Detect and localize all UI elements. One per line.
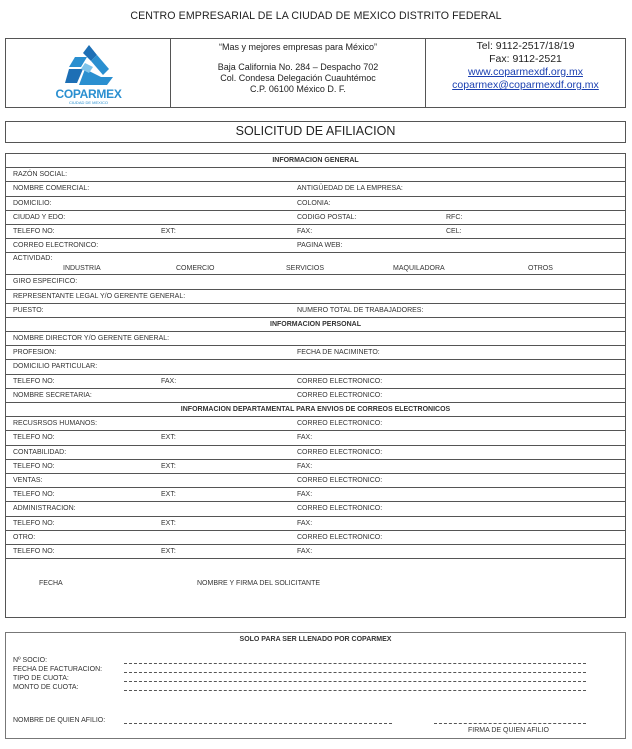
field-label[interactable]: DOMICILIO PARTICULAR: (13, 363, 98, 371)
field-label[interactable]: TELEFO NO: (13, 462, 55, 470)
form-row (6, 168, 625, 182)
tipo-cuota-input-line[interactable] (124, 681, 586, 682)
affiliator-label: NOMBRE DE QUIEN AFILIO: (13, 717, 106, 724)
logo-subtitle: CIUDAD DE MEXICO (69, 100, 108, 105)
form-row (6, 431, 625, 445)
form-row (6, 225, 625, 239)
document-title: CENTRO EMPRESARIAL DE LA CIUDAD DE MEXICO DISTRITO FEDERAL (130, 10, 502, 22)
section-header (6, 154, 625, 168)
field-label[interactable]: ANTIGÜEDAD DE LA EMPRESA: (297, 185, 403, 193)
coparmex-logo-icon (63, 43, 115, 87)
form-row (6, 346, 625, 360)
date-label: FECHA (39, 580, 63, 588)
field-label[interactable]: RAZÓN SOCIAL: (13, 171, 68, 179)
monto-cuota-input-line[interactable] (124, 690, 586, 691)
field-label[interactable]: VENTAS: (13, 476, 43, 484)
field-label: TIPO DE CUOTA: (13, 675, 69, 682)
field-label: ACTIVIDAD: (13, 255, 53, 263)
form-row (6, 517, 625, 531)
field-label[interactable]: FAX: (297, 462, 313, 470)
field-label[interactable]: FAX: (297, 227, 313, 235)
form-row (6, 375, 625, 389)
logo-cell (6, 39, 171, 107)
email-link[interactable]: coparmex@coparmexdf.org.mx (452, 79, 599, 91)
phone: Tel: 9112-2517/18/19 (476, 40, 575, 52)
field-label: MONTO DE CUOTA: (13, 684, 79, 691)
field-label[interactable]: TELEFO NO: (13, 491, 55, 499)
section-header (6, 403, 625, 417)
field-label[interactable]: PAGINA WEB: (297, 242, 343, 250)
fecha-facturacion-input-line[interactable] (124, 672, 586, 673)
form-row (6, 290, 625, 304)
field-label[interactable]: EXT: (161, 519, 176, 527)
field-label[interactable]: TELEFO NO: (13, 434, 55, 442)
contact-cell (426, 39, 625, 107)
field-label[interactable]: CONTABILIDAD: (13, 448, 67, 456)
field-label[interactable]: COLONIA: (297, 199, 331, 207)
field-label: Nº SOCIO: (13, 657, 48, 664)
field-label[interactable]: TELEFO NO: (13, 519, 55, 527)
field-label[interactable]: CORREO ELECTRONICO: (297, 391, 383, 399)
field-label[interactable]: OTRO: (13, 533, 36, 541)
field-label[interactable]: EXT: (161, 434, 176, 442)
field-label: FECHA DE FACTURACION: (13, 666, 103, 673)
field-label[interactable]: FAX: (297, 519, 313, 527)
field-label[interactable]: CORREO ELECTRONICO: (297, 505, 383, 513)
address-line: C.P. 06100 México D. F. (250, 84, 346, 94)
field-label[interactable]: NOMBRE DIRECTOR Y/O GERENTE GENERAL: (13, 335, 170, 343)
form-row (6, 446, 625, 460)
field-label[interactable]: EXT: (161, 227, 176, 235)
field-label[interactable]: DOMICILIO: (13, 199, 52, 207)
field-label[interactable]: FAX: (297, 434, 313, 442)
field-label[interactable]: CORREO ELECTRONICO: (297, 420, 383, 428)
field-label[interactable]: REPRESENTANTE LEGAL Y/O GERENTE GENERAL: (13, 292, 186, 300)
field-label[interactable]: CIUDAD Y EDO: (13, 213, 66, 221)
form-row (6, 531, 625, 545)
socio-input-line[interactable] (124, 663, 586, 664)
field-label[interactable]: PROFESION: (13, 349, 57, 357)
slogan: “Mas y mejores empresas para México” (218, 42, 378, 52)
address-cell (171, 39, 426, 107)
form-row (6, 360, 625, 374)
field-label[interactable]: NOMBRE COMERCIAL: (13, 185, 90, 193)
field-label[interactable]: EXT: (161, 491, 176, 499)
field-label[interactable]: CORREO ELECTRONICO: (297, 476, 383, 484)
field-label[interactable]: FAX: (297, 547, 313, 555)
logo-wordmark: COPARMEX (55, 87, 122, 101)
form-row (6, 239, 625, 253)
affiliator-input-line[interactable] (124, 723, 392, 724)
form-row (6, 417, 625, 431)
field-label[interactable]: NUMERO TOTAL DE TRABAJADORES: (297, 306, 424, 314)
activity-option[interactable]: SERVICIOS (286, 265, 324, 273)
activity-option[interactable]: COMERCIO (176, 265, 215, 273)
activity-option[interactable]: INDUSTRIA (63, 265, 101, 273)
address-line: Col. Condesa Delegación Cuauhtémoc (220, 73, 376, 83)
field-label[interactable]: FAX: (161, 377, 177, 385)
field-label[interactable]: CORREO ELECTRONICO: (297, 448, 383, 456)
form-row (6, 182, 625, 196)
address-line: Baja California No. 284 – Despacho 702 (217, 62, 379, 72)
field-label[interactable]: FECHA DE NACIMINETO: (297, 349, 380, 357)
form-row (6, 474, 625, 488)
affiliator-signature-line[interactable] (434, 723, 586, 724)
form-row (6, 332, 625, 346)
website-link[interactable]: www.coparmexdf.org.mx (468, 66, 583, 78)
field-label[interactable]: PUESTO: (13, 306, 44, 314)
activity-option[interactable]: MAQUILADORA (393, 265, 445, 273)
form-row (6, 275, 625, 289)
field-label[interactable]: RECUSRSOS HUMANOS: (13, 420, 98, 428)
field-label[interactable]: CORREO ELECTRONICO: (297, 377, 383, 385)
applicant-signature-label: NOMBRE Y FIRMA DEL SOLICITANTE (197, 580, 321, 588)
letterhead (5, 38, 626, 108)
field-label[interactable]: CODIGO POSTAL: (297, 213, 357, 221)
activity-row (6, 253, 625, 275)
field-label[interactable]: NOMBRE SECRETARIA: (13, 391, 92, 399)
form-row (6, 304, 625, 318)
form-row (6, 545, 625, 559)
field-label[interactable]: TELEFO NO: (13, 227, 55, 235)
section-title: INFORMACION DEPARTAMENTAL PARA ENVIOS DE CORREOS ELECTRONICOS (180, 406, 451, 413)
form-row (6, 389, 625, 403)
field-label[interactable]: EXT: (161, 462, 176, 470)
field-label[interactable]: FAX: (297, 491, 313, 499)
field-label[interactable]: CEL: (446, 227, 462, 235)
form-row (6, 502, 625, 516)
section-title: INFORMACION PERSONAL (270, 320, 361, 328)
form-title: SOLICITUD DE AFILIACION (5, 121, 626, 143)
coparmex-only-box (5, 632, 626, 739)
field-label[interactable]: RFC: (446, 213, 463, 221)
field-label[interactable]: CORREO ELECTRONICO: (13, 242, 99, 250)
form-row (6, 460, 625, 474)
fax: Fax: 9112-2521 (489, 53, 562, 65)
affiliator-signature-label: FIRMA DE QUIEN AFILIO (468, 727, 549, 734)
activity-option[interactable]: OTROS (528, 265, 553, 273)
form-row (6, 197, 625, 211)
field-label[interactable]: TELEFO NO: (13, 377, 55, 385)
field-label[interactable]: ADMINISTRACION: (13, 505, 76, 513)
field-label[interactable]: GIRO ESPECIFICO: (13, 278, 78, 286)
application-form (5, 153, 626, 618)
form-row (6, 488, 625, 502)
field-label[interactable]: EXT: (161, 547, 176, 555)
signature-row (6, 559, 625, 590)
box-title: SOLO PARA SER LLENADO POR COPARMEX (239, 636, 392, 643)
section-title: INFORMACION GENERAL (272, 157, 359, 164)
field-label[interactable]: TELEFO NO: (13, 547, 55, 555)
section-header (6, 318, 625, 332)
field-label[interactable]: CORREO ELECTRONICO: (297, 533, 383, 541)
form-row (6, 211, 625, 225)
